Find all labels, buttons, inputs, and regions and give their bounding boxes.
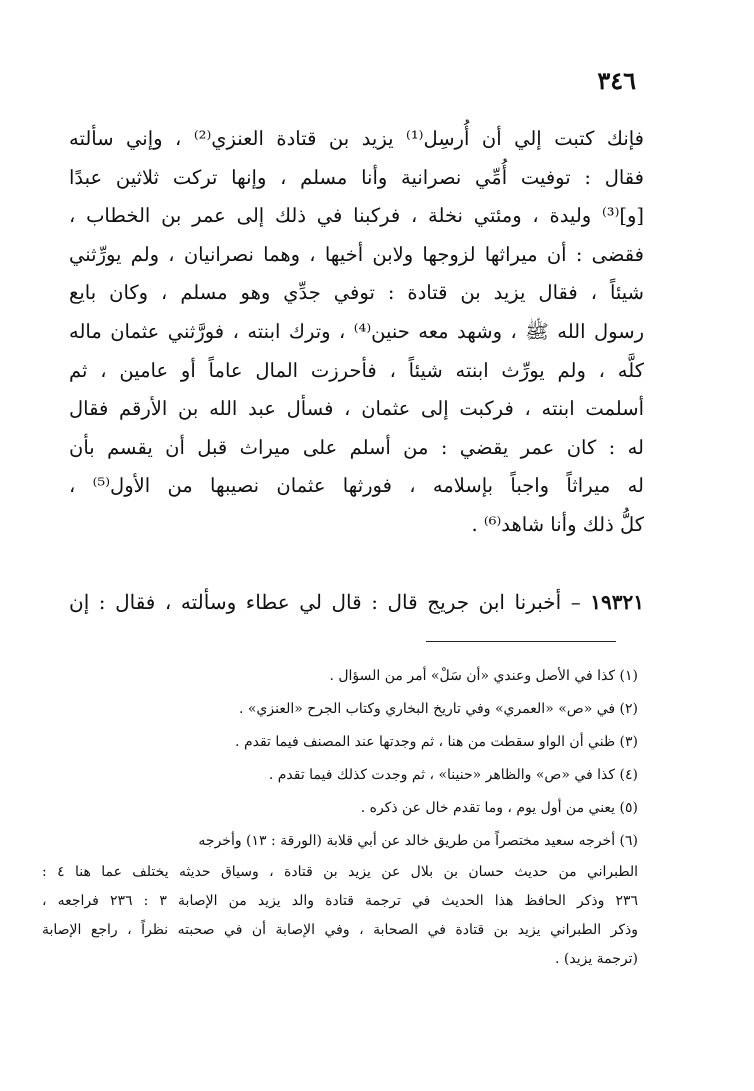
- footnote-item: (١) كذا في الأصل وعندي «أن سَلْ» أمر من السؤال .: [329, 668, 638, 684]
- main-text-line: كلَّه ، ولم يورِّث ابنته شيئاً ، فأحرزت المال عاماً أو عامين ، ثم: [69, 358, 644, 382]
- footnote-item: (٢) في «ص» «العمري» وفي تاريخ البخاري وكتاب الجرح «العنزي» .: [238, 701, 638, 717]
- hadith-line: [69, 582, 644, 622]
- main-text-line: [و]⁽³⁾ وليدة ، ومئتي نخلة ، فركبنا في ذلك إلى عمر بن الخطاب ،: [69, 204, 644, 228]
- hadith-text: – أخبرنا ابن جريج قال : قال لي عطاء وسألته ، فقال : إن: [69, 590, 581, 614]
- main-text-line: أسلمت ابنته ، فركبت إلى عثمان ، فسأل عبد الله بن الأرقم فقال: [69, 397, 644, 421]
- footnote-item: (٤) كذا في «ص» والظاهر «حنينا» ، ثم وجدت كذلك فيما تقدم .: [268, 767, 638, 783]
- main-text-line: فقال : توفيت أُمِّي نصرانية وأنا مسلم ، وإنها تركت ثلاثين عبدًا: [69, 165, 644, 189]
- hadith-entry: [69, 582, 644, 622]
- footnote-continuation: الطبراني من حديث حسان بن بلال عن يزيد بن قتادة ، وسياق حديثه يختلف عما هنا ٤ :: [42, 864, 639, 880]
- main-text-line: فقضى : أن ميراثها لزوجها ولابن أخيها ، وهما نصرانيان ، ولم يورِّثني: [69, 242, 644, 266]
- main-text-line: له ميراثاً واجباً بإسلامه ، فورثها عثمان نصيبها من الأول⁽⁵⁾ ،: [69, 474, 644, 498]
- footnote-continuation: وذكر الطبراني يزيد بن قتادة في الصحابة ، وفي الإصابة أن في صحبته نظراً ، راجع الإصابة: [42, 922, 638, 938]
- footnote-continuation: ٢٣٦ وذكر الحافظ هذا الحديث في ترجمة قتادة والد يزيد من الإصابة ٣ : ٢٣٦ فراجعه ،: [42, 893, 638, 909]
- footnote-item: (٣) ظني أن الواو سقطت من هنا ، ثم وجدتها عند المصنف فيما تقدم .: [235, 734, 638, 750]
- footnote-item: (٥) يعني من أول يوم ، وما تقدم خال عن ذكره .: [360, 800, 638, 816]
- main-text-line: كلُّ ذلك وأنا شاهد⁽⁶⁾ .: [471, 512, 644, 536]
- footnotes-block: [42, 660, 638, 974]
- main-text-line: فإنك كتبت إلي أن أُرسِل⁽¹⁾ يزيد بن قتادة العنزي⁽²⁾ ، وإني سألته: [69, 127, 645, 150]
- page-number: ٣٤٦: [597, 66, 636, 95]
- main-text-line: له : كان عمر يقضي : من أسلم على ميراث قبل أن يقسم بأن: [69, 435, 644, 459]
- footnote-continuation: (ترجمة يزيد) .: [554, 951, 638, 967]
- main-text-line: شيئاً ، فقال يزيد بن قتادة : توفي جدِّي وهو مسلم ، وكان بايع: [69, 281, 644, 305]
- footnote-item: (٦) أخرجه سعيد مختصراً من طريق خالد عن أبي قلابة (الورقة : ١٣) وأخرجه: [198, 833, 638, 849]
- main-text-block: [69, 120, 644, 545]
- hadith-number: ١٩٣٢١: [590, 590, 644, 614]
- footnote-separator: [426, 641, 616, 642]
- main-text-line: رسول الله ﷺ ، وشهد معه حنين⁽⁴⁾ ، وترك ابنته ، فورَّثني عثمان ماله: [69, 319, 644, 343]
